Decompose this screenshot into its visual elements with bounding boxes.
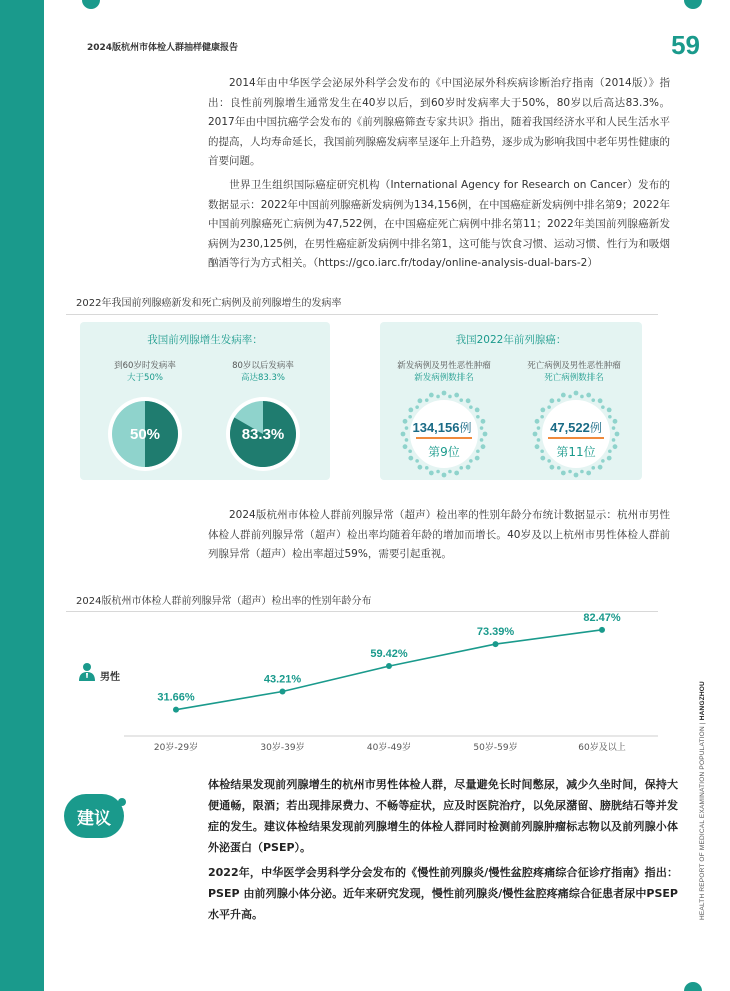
burst-dot	[540, 408, 545, 413]
burst-dot	[476, 415, 480, 419]
series-label-male: 男性	[100, 672, 120, 683]
burst-dot	[537, 426, 541, 430]
x-tick-label: 40岁-49岁	[366, 743, 412, 753]
data-label: 43.21%	[263, 673, 302, 686]
advice-badge-label: 建议	[77, 809, 111, 829]
advice-paragraph-2: 2022年，中华医学会男科学分会发布的《慢性前列腺炎/慢性盆腔疼痛综合征诊疗指南》指出：PSEP 由前列腺小体分泌。近年来研究发现，慢性前列腺炎/慢性盆腔疼痛综合征患者尿中PSEP 水平升高。	[208, 866, 678, 921]
burst-dot	[540, 415, 544, 419]
burst-dot	[580, 470, 584, 474]
burst-dot	[608, 449, 612, 453]
page-number: 59	[671, 30, 700, 60]
burst-dot	[442, 391, 447, 396]
burst-dot	[475, 408, 480, 413]
new-cases-badge	[394, 390, 494, 478]
side-caption-city: HANGZHOU	[699, 681, 706, 721]
data-label: 59.42%	[370, 648, 408, 661]
burst-dot	[535, 444, 540, 449]
burst-dot	[459, 466, 463, 470]
top-decor-dot-left	[82, 0, 100, 9]
burst-dot	[568, 395, 572, 399]
burst-dot	[408, 456, 413, 461]
burst-dot	[466, 398, 471, 403]
burst-dot	[607, 456, 612, 461]
burst-dot	[601, 459, 605, 463]
burst-dot	[415, 405, 419, 409]
new-cases-line2: 新发病例数排名	[414, 373, 474, 383]
pie-60	[95, 394, 195, 474]
burst-dot	[418, 398, 423, 403]
burst-dot	[403, 444, 408, 449]
new-cases-line1: 新发病例及男性恶性肿瘤	[397, 361, 491, 371]
top-decor-dot-right	[684, 0, 702, 9]
data-point	[599, 627, 605, 633]
burst-dot	[580, 395, 584, 399]
burst-dot	[459, 398, 463, 402]
burst-dot	[401, 432, 406, 437]
new-cases-unit: 例	[459, 421, 472, 435]
cancer-panel-title: 我国2022年前列腺癌：	[455, 334, 567, 346]
burst-dot	[612, 438, 616, 442]
burst-dot	[466, 465, 471, 470]
series-line-male	[176, 630, 602, 710]
paragraph-1-text: 2014年由中华医学会泌尿外科学会发布的《中国泌尿外科疾病诊断治疗指南（2014版）》指出：良性前列腺增生通常发生在40岁以后，到60岁时发病率大于50%，80岁以后高达83.3%。2017年由中国抗癌学会发布的《前列腺癌筛查专家共识》指出，随着我国经济水平和人民生活水平的提高，人均寿命延长，我国前列腺癌发病率呈逐年上升趋势，逐步成为影响我国中老年男性健康的首要问题。	[208, 77, 670, 168]
deaths-underline	[548, 437, 604, 439]
new-cases-caption	[380, 360, 508, 384]
hyperplasia-item-80-caption	[208, 360, 318, 384]
hyperplasia-item-60-caption	[90, 360, 200, 384]
deaths-line1: 死亡病例及男性恶性肿瘤	[527, 361, 621, 371]
burst-dot	[540, 449, 544, 453]
side-caption-divider: |	[699, 722, 706, 725]
burst-dot	[408, 449, 412, 453]
burst-dot	[557, 398, 561, 402]
deaths-number-line	[550, 420, 602, 435]
hyperplasia-item-80-line2: 高达83.3%	[240, 373, 285, 383]
burst-dot	[533, 432, 538, 437]
bottom-decor-dot	[684, 982, 702, 991]
burst-dot	[615, 432, 620, 437]
burst-dot	[483, 432, 488, 437]
burst-dot	[586, 471, 591, 476]
burst-dot	[547, 459, 551, 463]
data-point	[493, 641, 499, 647]
burst-dot	[429, 393, 434, 398]
cancer-panel	[380, 322, 642, 480]
burst-dot	[442, 473, 447, 478]
new-cases-rank: 第9位	[428, 445, 460, 459]
burst-dot	[475, 456, 480, 461]
burst-dot	[415, 459, 419, 463]
burst-dot	[448, 395, 452, 399]
burst-dot	[613, 419, 618, 424]
hyperplasia-item-60-line1: 到60岁时发病率	[114, 361, 176, 371]
burst-dot	[481, 444, 486, 449]
burst-dot	[436, 470, 440, 474]
burst-dot	[469, 459, 473, 463]
deaths-unit: 例	[589, 421, 602, 435]
data-label: 73.39%	[476, 626, 515, 639]
paragraph-2	[208, 176, 670, 274]
deaths-rank: 第11位	[556, 445, 596, 459]
burst-dot	[613, 444, 618, 449]
burst-dot	[405, 426, 409, 430]
pie-83-label: 83.3%	[241, 426, 285, 443]
deaths-caption	[510, 360, 638, 384]
data-label: 31.66%	[157, 691, 195, 704]
advice-paragraph-1: 体检结果发现前列腺增生的杭州市男性体检人群，尽量避免长时间憋尿，减少久坐时间，保持大便通畅，限酒；若出现排尿费力、不畅等症状，应及时医院治疗，以免尿潴留、膀胱结石等并发症的发生。建议体检结果发现前列腺增生的体检人群同时检测前列腺肿瘤标志物以及前列腺小体外泌蛋白（PSEP）。	[208, 778, 678, 854]
burst-dot	[598, 398, 603, 403]
burst-dot	[608, 415, 612, 419]
burst-dot	[481, 419, 486, 424]
burst-dot	[550, 465, 555, 470]
burst-dot	[454, 471, 459, 476]
new-cases-number: 134,156	[412, 420, 460, 435]
burst-dot	[476, 449, 480, 453]
deaths-line2: 死亡病例数排名	[544, 373, 604, 383]
side-bar	[0, 0, 44, 991]
hyperplasia-item-60-line2: 大于50%	[127, 373, 163, 383]
x-tick-label: 20岁-29岁	[153, 743, 199, 753]
burst-dot	[408, 408, 413, 413]
paragraph-1	[208, 74, 670, 172]
data-point	[280, 689, 286, 695]
burst-dot	[448, 470, 452, 474]
advice-badge	[64, 794, 124, 838]
burst-dot	[598, 465, 603, 470]
burst-dot	[469, 405, 473, 409]
burst-dot	[557, 466, 561, 470]
prostate-line-chart	[66, 610, 666, 760]
burst-dot	[480, 426, 484, 430]
data-point	[173, 707, 179, 713]
side-caption-main: HEALTH REPORT OF MEDICAL EXAMINATION POPULATION	[699, 726, 706, 920]
burst-dot	[540, 456, 545, 461]
x-tick-label: 30岁-39岁	[260, 743, 305, 753]
burst-dot	[561, 471, 566, 476]
data-point	[386, 663, 392, 669]
advice-badge-dot	[118, 798, 126, 806]
deaths-number: 47,522	[550, 420, 590, 435]
burst-dot	[403, 419, 408, 424]
burst-dot	[591, 398, 595, 402]
paragraph-3-text: 2024版杭州市体检人群前列腺异常（超声）检出率的性别年龄分布统计数据显示：杭州市男性体检人群前列腺异常（超声）检出率均随着年龄的增加而增长。40岁及以上杭州市男性体检人群前列腺异常（超声）检出率超过59%，需要引起重视。	[208, 509, 670, 561]
burst-dot	[601, 405, 605, 409]
burst-dot	[574, 473, 579, 478]
burst-dot	[454, 393, 459, 398]
pie-83	[213, 394, 313, 474]
report-title: 2024版杭州市体检人群抽样健康报告	[87, 43, 239, 53]
new-cases-underline	[416, 437, 472, 439]
burst-dot	[550, 398, 555, 403]
burst-dot	[607, 408, 612, 413]
hyperplasia-panel-title: 我国前列腺增生发病率：	[147, 334, 263, 346]
deaths-badge	[526, 390, 626, 478]
hyperplasia-item-80-line1: 80岁以后发病率	[232, 361, 294, 371]
burst-dot	[408, 415, 412, 419]
burst-dot	[561, 393, 566, 398]
burst-dot	[480, 438, 484, 442]
burst-dot	[574, 391, 579, 396]
infographic-title-rule	[66, 314, 658, 315]
burst-dot	[535, 419, 540, 424]
burst-dot	[568, 470, 572, 474]
burst-dot	[429, 471, 434, 476]
burst-dot	[425, 398, 429, 402]
new-cases-number-line	[412, 420, 471, 435]
burst-dot	[418, 465, 423, 470]
data-label: 82.47%	[583, 611, 621, 624]
burst-dot	[612, 426, 616, 430]
x-tick-label: 50岁-59岁	[473, 743, 518, 753]
burst-dot	[405, 438, 409, 442]
hyperplasia-panel	[80, 322, 330, 480]
chart-title: 2024版杭州市体检人群前列腺异常（超声）检出率的性别年龄分布	[76, 596, 372, 607]
burst-dot	[425, 466, 429, 470]
pie-60-label: 50%	[129, 426, 161, 443]
side-caption	[699, 681, 711, 920]
burst-dot	[547, 405, 551, 409]
x-tick-label: 60岁及以上	[578, 743, 626, 753]
infographic-title: 2022年我国前列腺癌新发和死亡病例及前列腺增生的发病率	[76, 298, 342, 309]
burst-dot	[586, 393, 591, 398]
burst-dot	[537, 438, 541, 442]
burst-dot	[436, 395, 440, 399]
paragraph-3	[208, 506, 670, 565]
paragraph-2-text: 世界卫生组织国际癌症研究机构（International Agency for Research on Cancer）发布的数据显示：2022年中国前列腺癌新发病例为134,156例，在中国癌症新发病例中排名第9；2022年中国前列腺癌死亡病例为47,522例，在中国癌症死亡病例中排名第11；2022年美国前列腺癌新发病例为230,125例，在男性癌症新发病例中排名第1，这可能与饮食习惯、运动习惯、性行为和吸烟酗酒等行为方式相关。（https://gco.iarc.fr/today/online-analysis-dual-bars-2）	[208, 179, 670, 270]
burst-dot	[591, 466, 595, 470]
